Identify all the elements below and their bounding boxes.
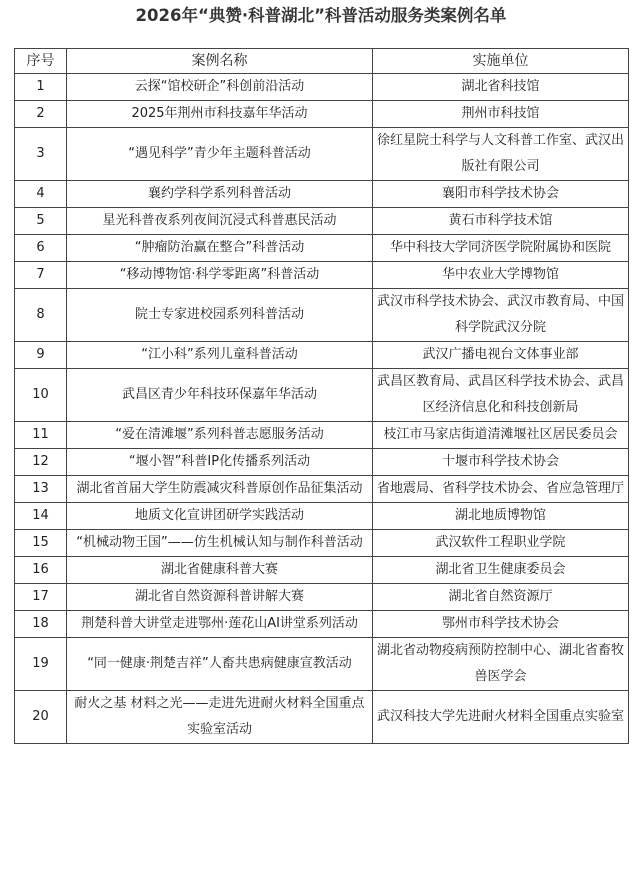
table-row: [15, 289, 629, 342]
row-serial-number: 8: [15, 289, 67, 342]
row-serial-number: 20: [15, 691, 67, 744]
table-row: [15, 74, 629, 101]
row-implementing-unit: 十堰市科学技术协会: [373, 449, 629, 476]
row-case-name: 院士专家进校园系列科普活动: [67, 289, 373, 342]
table-row: [15, 342, 629, 369]
row-implementing-unit: 湖北省科技馆: [373, 74, 629, 101]
row-implementing-unit: 武汉广播电视台文体事业部: [373, 342, 629, 369]
row-serial-number: 12: [15, 449, 67, 476]
row-case-name: 云探“馆校研企”科创前沿活动: [67, 74, 373, 101]
row-serial-number: 1: [15, 74, 67, 101]
row-implementing-unit: 枝江市马家店街道清滩堰社区居民委员会: [373, 422, 629, 449]
table-row: [15, 369, 629, 422]
row-serial-number: 9: [15, 342, 67, 369]
table-row: [15, 611, 629, 638]
header-case-name: 案例名称: [67, 49, 373, 74]
table-row: [15, 235, 629, 262]
row-serial-number: 7: [15, 262, 67, 289]
row-case-name: “堰小智”科普IP化传播系列活动: [67, 449, 373, 476]
table-row: [15, 530, 629, 557]
table-row: [15, 503, 629, 530]
row-serial-number: 16: [15, 557, 67, 584]
case-list-table: [14, 48, 629, 744]
row-case-name: 星光科普夜系列夜间沉浸式科普惠民活动: [67, 208, 373, 235]
table-body: [15, 74, 629, 744]
header-implementing-unit: 实施单位: [373, 49, 629, 74]
row-serial-number: 2: [15, 101, 67, 128]
table-row: [15, 422, 629, 449]
row-implementing-unit: 湖北省自然资源厅: [373, 584, 629, 611]
table-row: [15, 262, 629, 289]
row-implementing-unit: 襄阳市科学技术协会: [373, 181, 629, 208]
row-case-name: 2025年荆州市科技嘉年华活动: [67, 101, 373, 128]
row-case-name: “江小科”系列儿童科普活动: [67, 342, 373, 369]
table-header-row: [15, 49, 629, 74]
row-case-name: “同一健康·荆楚吉祥”人畜共患病健康宣教活动: [67, 638, 373, 691]
row-serial-number: 14: [15, 503, 67, 530]
row-serial-number: 10: [15, 369, 67, 422]
row-case-name: 湖北省自然资源科普讲解大赛: [67, 584, 373, 611]
row-case-name: 耐火之基 材料之光——走进先进耐火材料全国重点实验室活动: [67, 691, 373, 744]
row-implementing-unit: 湖北地质博物馆: [373, 503, 629, 530]
row-implementing-unit: 湖北省动物疫病预防控制中心、湖北省畜牧兽医学会: [373, 638, 629, 691]
row-serial-number: 5: [15, 208, 67, 235]
table-row: [15, 691, 629, 744]
row-case-name: 武昌区青少年科技环保嘉年华活动: [67, 369, 373, 422]
row-implementing-unit: 武汉市科学技术协会、武汉市教育局、中国科学院武汉分院: [373, 289, 629, 342]
row-implementing-unit: 华中农业大学博物馆: [373, 262, 629, 289]
row-serial-number: 15: [15, 530, 67, 557]
table-row: [15, 208, 629, 235]
row-case-name: 荆楚科普大讲堂走进鄂州·莲花山AI讲堂系列活动: [67, 611, 373, 638]
row-serial-number: 13: [15, 476, 67, 503]
row-case-name: 湖北省首届大学生防震减灾科普原创作品征集活动: [67, 476, 373, 503]
row-implementing-unit: 武汉科技大学先进耐火材料全国重点实验室: [373, 691, 629, 744]
row-implementing-unit: 武汉软件工程职业学院: [373, 530, 629, 557]
row-implementing-unit: 徐红星院士科学与人文科普工作室、武汉出版社有限公司: [373, 128, 629, 181]
row-implementing-unit: 武昌区教育局、武昌区科学技术协会、武昌区经济信息化和科技创新局: [373, 369, 629, 422]
row-serial-number: 17: [15, 584, 67, 611]
row-serial-number: 4: [15, 181, 67, 208]
row-case-name: 襄约学科学系列科普活动: [67, 181, 373, 208]
row-implementing-unit: 华中科技大学同济医学院附属协和医院: [373, 235, 629, 262]
row-implementing-unit: 黄石市科学技术馆: [373, 208, 629, 235]
row-case-name: “肿瘤防治赢在整合”科普活动: [67, 235, 373, 262]
header-serial-number: 序号: [15, 49, 67, 74]
table-row: [15, 449, 629, 476]
row-case-name: “机械动物王国”——仿生机械认知与制作科普活动: [67, 530, 373, 557]
row-serial-number: 3: [15, 128, 67, 181]
row-implementing-unit: 鄂州市科学技术协会: [373, 611, 629, 638]
row-case-name: “爱在清滩堰”系列科普志愿服务活动: [67, 422, 373, 449]
page-title: 2026年“典赞·科普湖北”科普活动服务类案例名单: [135, 6, 507, 25]
row-serial-number: 19: [15, 638, 67, 691]
table-row: [15, 101, 629, 128]
table-row: [15, 557, 629, 584]
table-row: [15, 476, 629, 503]
row-case-name: 地质文化宣讲团研学实践活动: [67, 503, 373, 530]
row-implementing-unit: 省地震局、省科学技术协会、省应急管理厅: [373, 476, 629, 503]
row-case-name: 湖北省健康科普大赛: [67, 557, 373, 584]
row-case-name: “移动博物馆·科学零距离”科普活动: [67, 262, 373, 289]
row-implementing-unit: 荆州市科技馆: [373, 101, 629, 128]
row-case-name: “遇见科学”青少年主题科普活动: [67, 128, 373, 181]
row-serial-number: 6: [15, 235, 67, 262]
row-serial-number: 18: [15, 611, 67, 638]
table-row: [15, 181, 629, 208]
table-row: [15, 128, 629, 181]
row-serial-number: 11: [15, 422, 67, 449]
table-row: [15, 584, 629, 611]
table-row: [15, 638, 629, 691]
row-implementing-unit: 湖北省卫生健康委员会: [373, 557, 629, 584]
